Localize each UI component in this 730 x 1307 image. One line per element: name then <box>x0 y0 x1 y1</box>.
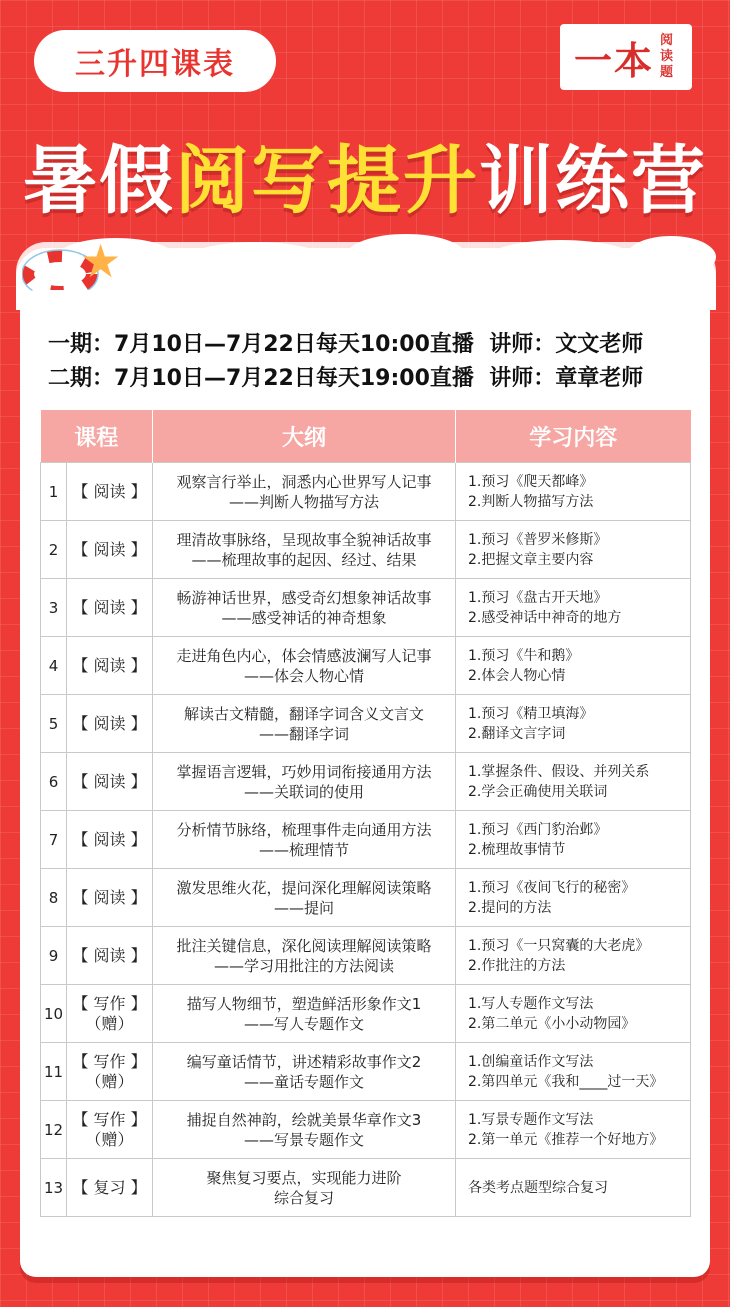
row-category <box>67 463 153 521</box>
table-row <box>41 753 691 811</box>
outline-title: 畅游神话世界，感受奇幻想象神话故事 <box>176 588 432 607</box>
outline-subtitle: ——翻译字词 <box>259 724 350 743</box>
table-row <box>41 811 691 869</box>
content-line: 1.预习《牛和鹅》 <box>468 647 580 664</box>
row-category <box>67 869 153 927</box>
outline-title: 编写童话情节，讲述精彩故事作文2 <box>186 1052 422 1071</box>
header-content: 学习内容 <box>456 410 691 463</box>
row-number: 10 <box>41 985 67 1043</box>
row-category <box>67 637 153 695</box>
row-category <box>67 579 153 637</box>
session-row <box>48 328 643 362</box>
category-label: 【 写作 】 <box>72 1051 147 1071</box>
content-line: 2.把握文章主要内容 <box>468 551 594 568</box>
row-category <box>67 521 153 579</box>
row-content <box>456 1101 691 1159</box>
content-line: 2.感受神话中神奇的地方 <box>468 609 622 626</box>
outline-title: 捕捉自然神韵，绘就美景华章作文3 <box>186 1110 422 1129</box>
outline-title: 批注关键信息，深化阅读理解阅读策略 <box>176 936 432 955</box>
outline-subtitle: ——写景专题作文 <box>244 1130 365 1149</box>
header-course: 课程 <box>41 410 153 463</box>
content-line: 2.判断人物描写方法 <box>468 493 594 510</box>
row-number: 5 <box>41 695 67 753</box>
row-outline <box>153 985 456 1043</box>
table-row <box>41 927 691 985</box>
content-line: 1.预习《爬天都峰》 <box>468 473 594 490</box>
content-line: 各类考点题型综合复习 <box>468 1179 609 1196</box>
title-part-2: 训练营 <box>479 138 707 224</box>
outline-subtitle: ——体会人物心情 <box>244 666 365 685</box>
category-label: 【 阅读 】 <box>72 887 147 907</box>
category-label: 【 写作 】 <box>72 1109 147 1129</box>
table-row <box>41 695 691 753</box>
content-line: 1.预习《盘古开天地》 <box>468 589 608 606</box>
row-outline <box>153 811 456 869</box>
title-part-1: 暑假 <box>23 138 175 224</box>
outline-subtitle: ——梳理故事的起因、经过、结果 <box>191 550 417 569</box>
row-number: 6 <box>41 753 67 811</box>
row-outline <box>153 637 456 695</box>
logo-side-char: 读 <box>660 49 674 64</box>
outline-title: 描写人物细节，塑造鲜活形象作文1 <box>186 994 422 1013</box>
outline-subtitle: ——童话专题作文 <box>244 1072 365 1091</box>
row-content <box>456 637 691 695</box>
category-label: 【 阅读 】 <box>72 771 147 791</box>
row-outline <box>153 1101 456 1159</box>
row-category <box>67 1043 153 1101</box>
row-number: 11 <box>41 1043 67 1101</box>
row-outline <box>153 521 456 579</box>
outline-title: 理清故事脉络，呈现故事全貌神话故事 <box>176 530 432 549</box>
row-number: 1 <box>41 463 67 521</box>
session-label: 二期： <box>48 366 115 391</box>
table-row <box>41 463 691 521</box>
logo-side-text <box>660 33 673 81</box>
table-row <box>41 985 691 1043</box>
row-category <box>67 695 153 753</box>
row-outline <box>153 927 456 985</box>
table-header-row <box>41 410 691 463</box>
content-line: 1.创编童话作文写法 <box>468 1053 594 1070</box>
outline-title: 解读古文精髓，翻译字词含义文言文 <box>184 704 425 723</box>
content-line: 1.写人专题作文写法 <box>468 995 594 1012</box>
outline-title: 聚焦复习要点，实现能力进阶 <box>206 1168 402 1187</box>
header-outline: 大纲 <box>153 410 456 463</box>
session-dates: 7月10日—7月22日每天19:00直播 <box>114 366 474 391</box>
category-note: （赠） <box>85 1013 134 1033</box>
session-row <box>48 362 643 396</box>
row-outline <box>153 869 456 927</box>
content-line: 1.写景专题作文写法 <box>468 1111 594 1128</box>
table-row <box>41 1043 691 1101</box>
content-line: 2.第一单元《推荐一个好地方》 <box>468 1131 664 1148</box>
row-category <box>67 753 153 811</box>
row-number: 2 <box>41 521 67 579</box>
row-outline <box>153 579 456 637</box>
category-label: 【 阅读 】 <box>72 597 147 617</box>
logo-main-text: 一本 <box>574 37 655 83</box>
content-line: 2.提问的方法 <box>468 899 552 916</box>
category-label: 【 复习 】 <box>72 1177 147 1197</box>
title-highlight: 阅写提升 <box>175 138 479 224</box>
row-outline <box>153 1043 456 1101</box>
logo-side-char: 阅 <box>660 33 674 48</box>
category-note: （赠） <box>85 1071 134 1091</box>
category-label: 【 阅读 】 <box>72 829 147 849</box>
row-content <box>456 811 691 869</box>
row-outline <box>153 463 456 521</box>
row-content <box>456 1159 691 1217</box>
session-teacher: 讲师：文文老师 <box>489 332 644 357</box>
row-category <box>67 985 153 1043</box>
outline-subtitle: ——关联词的使用 <box>244 782 365 801</box>
course-table <box>40 410 691 1217</box>
category-label: 【 阅读 】 <box>72 481 147 501</box>
outline-subtitle: ——感受神话的神奇想象 <box>221 608 387 627</box>
row-outline <box>153 695 456 753</box>
content-line: 2.作批注的方法 <box>468 957 566 974</box>
row-content <box>456 695 691 753</box>
brand-logo <box>560 24 692 90</box>
outline-title: 观察言行举止，洞悉内心世界写人记事 <box>176 472 432 491</box>
outline-subtitle: ——提问 <box>274 898 335 917</box>
page-title <box>0 122 730 228</box>
category-label: 【 阅读 】 <box>72 713 147 733</box>
row-number: 9 <box>41 927 67 985</box>
content-line: 1.预习《西门豹治邺》 <box>468 821 608 838</box>
row-number: 13 <box>41 1159 67 1217</box>
session-dates: 7月10日—7月22日每天10:00直播 <box>114 332 474 357</box>
outline-subtitle: ——学习用批注的方法阅读 <box>214 956 395 975</box>
starfish-icon: ★ <box>80 234 122 288</box>
row-number: 8 <box>41 869 67 927</box>
outline-subtitle: 综合复习 <box>274 1188 335 1207</box>
row-number: 3 <box>41 579 67 637</box>
row-content <box>456 1043 691 1101</box>
row-number: 4 <box>41 637 67 695</box>
category-label: 【 阅读 】 <box>72 539 147 559</box>
outline-subtitle: ——写人专题作文 <box>244 1014 365 1033</box>
row-content <box>456 869 691 927</box>
category-label: 【 写作 】 <box>72 993 147 1013</box>
content-line: 1.预习《一只窝囊的大老虎》 <box>468 937 650 954</box>
outline-title: 掌握语言逻辑，巧妙用词衔接通用方法 <box>176 762 432 781</box>
row-content <box>456 985 691 1043</box>
row-number: 7 <box>41 811 67 869</box>
content-line: 1.掌握条件、假设、并列关系 <box>468 763 650 780</box>
content-line: 2.梳理故事情节 <box>468 841 566 858</box>
session-teacher: 讲师：章章老师 <box>489 366 644 391</box>
content-line: 2.第四单元《我和____过一天》 <box>468 1073 664 1090</box>
table-row <box>41 869 691 927</box>
outline-title: 走进角色内心，体会情感波澜写人记事 <box>176 646 432 665</box>
row-content <box>456 521 691 579</box>
row-category <box>67 927 153 985</box>
row-outline <box>153 1159 456 1217</box>
outline-title: 激发思维火花，提问深化理解阅读策略 <box>176 878 432 897</box>
outline-subtitle: ——梳理情节 <box>259 840 350 859</box>
session-label: 一期： <box>48 332 115 357</box>
row-content <box>456 753 691 811</box>
table-row <box>41 1159 691 1217</box>
category-label: 【 阅读 】 <box>72 945 147 965</box>
content-line: 2.学会正确使用关联词 <box>468 783 608 800</box>
content-line: 2.第二单元《小小动物园》 <box>468 1015 636 1032</box>
content-line: 2.体会人物心情 <box>468 667 566 684</box>
content-line: 2.翻译文言字词 <box>468 725 566 742</box>
table-row <box>41 521 691 579</box>
table-row <box>41 637 691 695</box>
session-info <box>48 328 643 396</box>
row-outline <box>153 753 456 811</box>
category-label: 【 阅读 】 <box>72 655 147 675</box>
row-content <box>456 927 691 985</box>
row-content <box>456 463 691 521</box>
table-row <box>41 579 691 637</box>
row-category <box>67 1101 153 1159</box>
outline-title: 分析情节脉络，梳理事件走向通用方法 <box>176 820 432 839</box>
row-content <box>456 579 691 637</box>
row-category <box>67 811 153 869</box>
category-note: （赠） <box>85 1129 134 1149</box>
content-line: 1.预习《精卫填海》 <box>468 705 594 722</box>
content-line: 1.预习《普罗米修斯》 <box>468 531 608 548</box>
grade-tag: 三升四课表 <box>34 30 276 92</box>
content-line: 1.预习《夜间飞行的秘密》 <box>468 879 636 896</box>
table-row <box>41 1101 691 1159</box>
row-category <box>67 1159 153 1217</box>
outline-subtitle: ——判断人物描写方法 <box>229 492 380 511</box>
row-number: 12 <box>41 1101 67 1159</box>
logo-side-char: 题 <box>660 65 674 80</box>
